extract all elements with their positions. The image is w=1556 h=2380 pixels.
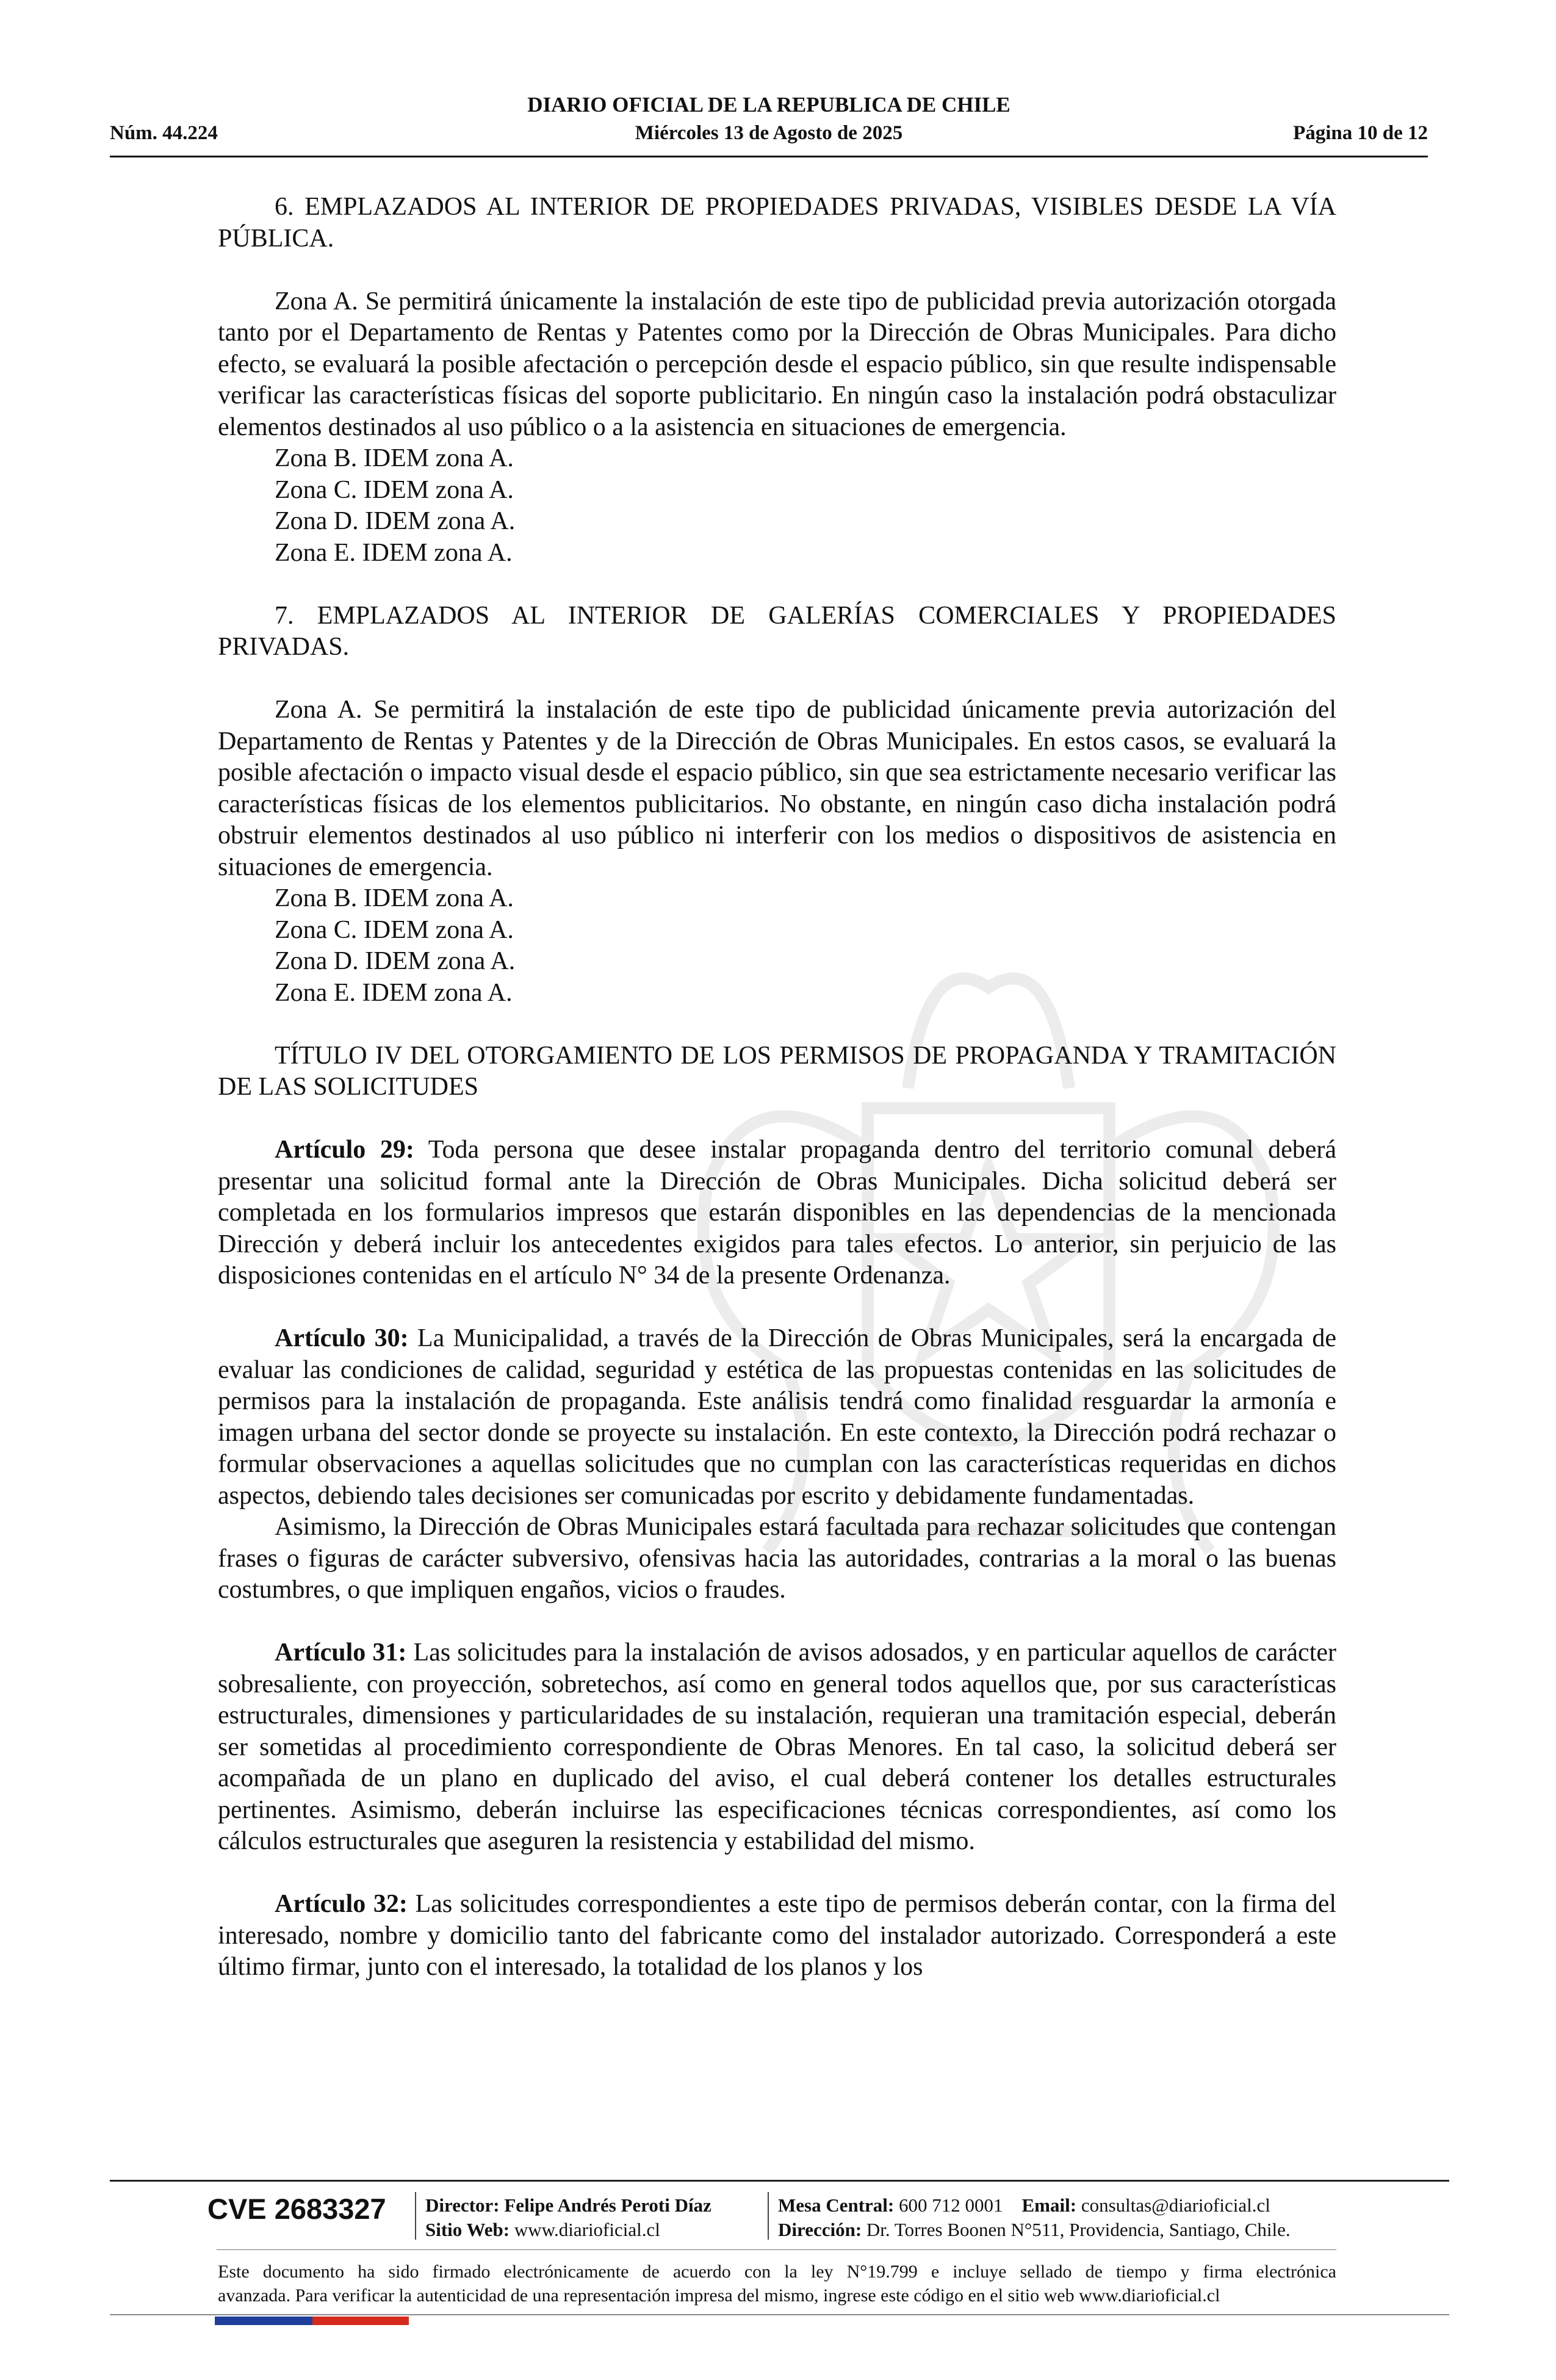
mesa-central-phone: 600 712 0001 — [894, 2194, 1003, 2216]
website-label: Sitio Web: — [425, 2219, 510, 2240]
article-32-text: Las solicitudes correspondientes a este tipo de permisos deberán contar, con la firma del interesado, nombre y domicilio tanto del fabricante como del instalador autorizado. Corresponderá a este último firmar, junto con el interesado, la totalidad de los planos y los — [218, 1890, 1336, 1981]
section-7-zona-b: Zona B. IDEM zona A. — [275, 884, 514, 912]
footer-thin-divider — [217, 2249, 1336, 2250]
newspaper-title: DIARIO OFICIAL DE LA REPUBLICA DE CHILE — [527, 93, 1010, 117]
website-link[interactable]: www.diarioficial.cl — [510, 2219, 660, 2240]
titulo-iv-heading: TÍTULO IV DEL OTORGAMIENTO DE LOS PERMISOS DE PROPAGANDA Y TRAMITACIÓN DE LAS SOLICITUDES — [218, 1041, 1336, 1101]
footer-separator — [415, 2192, 416, 2240]
address-label: Dirección: — [778, 2219, 862, 2240]
section-6-zona-c: Zona C. IDEM zona A. — [275, 475, 514, 504]
document-body — [218, 192, 1336, 1983]
section-7-heading: 7. EMPLAZADOS AL INTERIOR DE GALERÍAS COMERCIALES Y PROPIEDADES PRIVADAS. — [218, 601, 1336, 661]
email-label: Email: — [1021, 2194, 1077, 2216]
mesa-central-label: Mesa Central: — [778, 2194, 895, 2216]
section-7-zona-c: Zona C. IDEM zona A. — [275, 915, 514, 944]
director-name: Felipe Andrés Peroti Díaz — [499, 2194, 711, 2216]
section-6-zona-d: Zona D. IDEM zona A. — [275, 507, 516, 535]
section-7-zona-a: Zona A. Se permitirá la instalación de este tipo de publicidad únicamente previa autorización del Departamento de Rentas y Patentes y de la Dirección de Obras Municipales. En estos casos, se evaluará la posible afectación o impacto visual desde el espacio público, sin que sea estrictamente necesario verificar las características físicas de los elementos publicitarios. No obstante, en ningún caso dicha instalación podrá obstruir elementos destinados al uso público ni interferir con los medios o dispositivos de asistencia en situaciones de emergencia. — [218, 696, 1336, 881]
article-30-paragraph-2: Asimismo, la Dirección de Obras Municipales estará facultada para rechazar solicitudes que contengan frases o figuras de carácter subversivo, ofensivas hacia las autoridades, contrarias a la moral o las buenas costumbres, o que impliquen engaños, vicios o fraudes. — [218, 1513, 1336, 1604]
flag-stripe-red — [312, 2317, 409, 2325]
section-6-zona-e: Zona E. IDEM zona A. — [275, 538, 513, 567]
footer-director-block — [425, 2193, 711, 2242]
section-7-zona-d: Zona D. IDEM zona A. — [275, 947, 516, 975]
article-32 — [218, 1889, 1336, 1983]
section-6-zona-b: Zona B. IDEM zona A. — [275, 444, 514, 472]
article-29-label: Artículo 29: — [275, 1136, 414, 1164]
article-29-text: Toda persona que desee instalar propaganda dentro del territorio comunal deberá presentar una solicitud formal ante la Dirección de Obras Municipales. Dicha solicitud deberá ser completada en los formularios impresos que estarán disponibles en las dependencias de la mencionada Dirección y deberá incluir los antecedentes exigidos para tales efectos. Lo anterior, sin perjuicio de las disposiciones contenidas en el artículo N° 34 de la presente Ordenanza. — [218, 1136, 1336, 1289]
bottom-divider — [110, 2314, 1449, 2315]
director-label: Director: — [425, 2194, 500, 2216]
legal-line-1: Este documento ha sido firmado electrónicamente de acuerdo con la ley N°19.799 e incluye sellado de tiempo y firma electrónica — [218, 2262, 1336, 2282]
section-6-zona-a: Zona A. Se permitirá únicamente la instalación de este tipo de publicidad previa autorización otorgada tanto por el Departamento de Rentas y Patentes como por la Dirección de Obras Municipales. Para dicho efecto, se evaluará la posible afectación o percepción desde el espacio público, sin que resulte indispensable verificar las características físicas del soporte publicitario. En ningún caso la instalación podrá obstaculizar elementos destinados al uso público o a la asistencia en situaciones de emergencia. — [218, 287, 1336, 441]
legal-line-2: avanzada. Para verificar la autenticidad de una representación impresa del mismo, ingrese este código en el sitio web www.diarioficial.cl — [218, 2285, 1220, 2306]
page-header — [110, 93, 1428, 161]
issue-number: Núm. 44.224 — [110, 122, 218, 144]
section-6-heading: 6. EMPLAZADOS AL INTERIOR DE PROPIEDADES PRIVADAS, VISIBLES DESDE LA VÍA PÚBLICA. — [218, 193, 1336, 253]
electronic-signature-notice — [218, 2260, 1336, 2307]
article-29 — [218, 1134, 1336, 1292]
section-7-zona-e: Zona E. IDEM zona A. — [275, 978, 513, 1007]
article-30-label: Artículo 30: — [275, 1324, 409, 1352]
header-divider — [110, 156, 1428, 157]
footer-divider — [110, 2180, 1449, 2182]
cve-code: CVE 2683327 — [207, 2193, 386, 2225]
article-31 — [218, 1637, 1336, 1858]
article-31-text: Las solicitudes para la instalación de avisos adosados, y en particular aquellos de carácter sobresaliente, con proyección, sobretechos, así como en general todos aquellos que, por sus características estructurales, dimensiones y particularidades de su instalación, requieran una tramitación especial, deberán ser sometidas al procedimiento correspondiente de Obras Menores. En tal caso, la solicitud deberá ser acompañada de un plano en duplicado del aviso, el cual deberá contener los detalles estructurales pertinentes. Asimismo, deberán incluirse las especificaciones técnicas correspondientes, así como los cálculos estructurales que aseguren la resistencia y estabilidad del mismo. — [218, 1639, 1336, 1855]
article-32-label: Artículo 32: — [275, 1890, 408, 1918]
address-value: Dr. Torres Boonen N°511, Providencia, Santiago, Chile. — [862, 2219, 1291, 2240]
footer-separator — [768, 2192, 769, 2240]
page-number: Página 10 de 12 — [1293, 122, 1428, 144]
email-link[interactable]: consultas@diarioficial.cl — [1076, 2194, 1270, 2216]
article-31-label: Artículo 31: — [275, 1639, 407, 1667]
article-30-text: La Municipalidad, a través de la Dirección de Obras Municipales, será la encargada de evaluar las condiciones de calidad, seguridad y estética de las propuestas contenidas en las solicitudes de permisos para la instalación de propaganda. Este análisis tendrá como finalidad resguardar la armonía e imagen urbana del sector donde se proyecte su instalación. En este contexto, la Dirección podrá rechazar o formular observaciones a aquellas solicitudes que no cumplan con las características requeridas en dichos aspectos, debiendo tales decisiones ser comunicadas por escrito y debidamente fundamentadas. — [218, 1324, 1336, 1510]
issue-date: Miércoles 13 de Agosto de 2025 — [635, 122, 903, 144]
flag-stripe-blue — [215, 2317, 312, 2325]
footer-contact-block — [778, 2193, 1291, 2242]
article-30 — [218, 1323, 1336, 1512]
